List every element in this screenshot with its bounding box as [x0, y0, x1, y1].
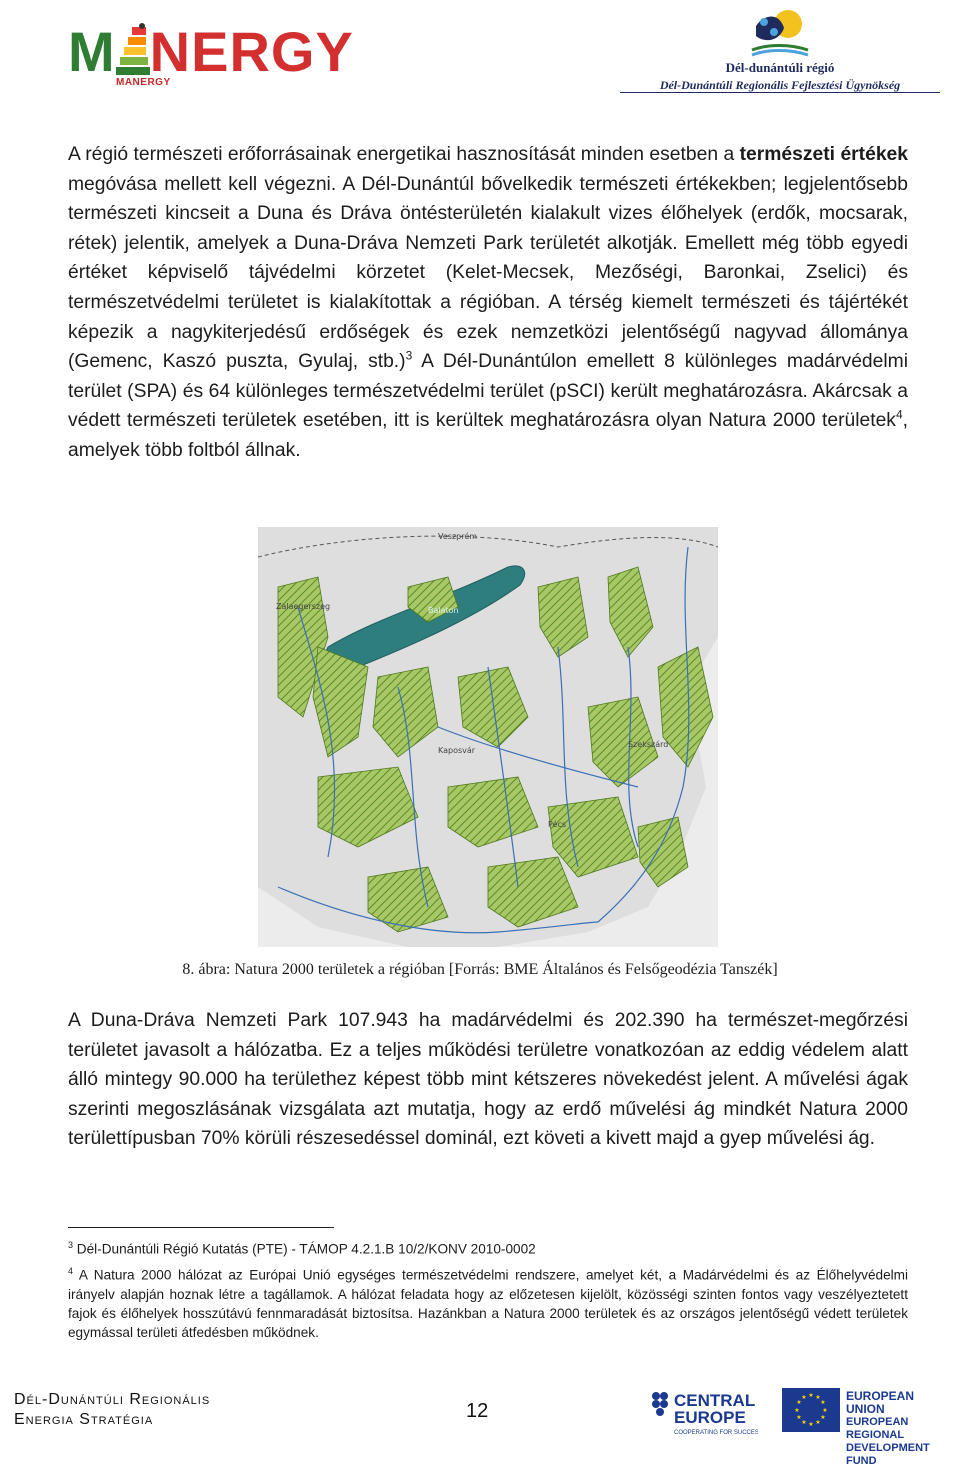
footer-title-line-1: Dél-Dunántúli Regionális [14, 1391, 211, 1408]
map-label-balaton: Balaton [428, 606, 459, 615]
central-europe-logo [648, 1388, 758, 1438]
svg-text:★: ★ [815, 1419, 821, 1426]
svg-text:★: ★ [808, 1421, 814, 1428]
paragraph-emphasis: természeti értékek [739, 144, 908, 165]
footnote-ref-4[interactable]: 4 [895, 407, 903, 422]
body-paragraph-1 [68, 140, 908, 466]
map-label-kaposvar: Kaposvár [438, 746, 476, 755]
ce-logo-line-2: EUROPE [674, 1408, 746, 1427]
eu-flag-icon [782, 1388, 840, 1432]
svg-text:★: ★ [794, 1407, 800, 1414]
eu-line-2: EUROPEAN REGIONAL [846, 1416, 909, 1441]
svg-text:★: ★ [822, 1407, 828, 1414]
eu-logo [782, 1388, 952, 1467]
svg-text:★: ★ [801, 1394, 807, 1401]
footnote-4 [68, 1262, 908, 1342]
footnote-text: Dél-Dunántúli Régió Kutatás (PTE) - TÁMOP 4.2.1.B 10/2/KONV 2010-0002 [76, 1241, 536, 1257]
manergy-logo-wordmark: M NERGY [68, 20, 354, 83]
map-label-zalaegerszeg: Zalaegerszeg [276, 602, 331, 611]
ce-logo-line-1: CENTRAL [674, 1391, 756, 1410]
region-emblem-icon [750, 6, 810, 58]
figure-caption: 8. ábra: Natura 2000 területek a régióban [Forrás: BME Általános és Felsőgeodézia Tanszék] [182, 961, 778, 978]
svg-text:★: ★ [808, 1392, 814, 1399]
energy-ladder-icon [116, 23, 150, 77]
paragraph-text: megóvása mellett kell végezni. A Dél-Dunántúl bővelkedik természeti értékekben; legjelentősebb természeti kincseit a Duna és Dráva öntésterületén kialakult vizes élőhelyek (erdők, mocsarak, rétek) jelentik, amelyek a Duna-Dráva Nemzeti Park területét alkotják. Emellett még több egyedi értéket képviselő tájvédelmi körzetet (Kelet-Mecsek, Mezőségi, Baronkai, Zselici) és természetvédelmi területet is kialakítottak a régióban. A térség kiemelt természeti és tájértékét képezik a nagykiterjedésű erdőségek és ezek nemzetközi jelentőségű nagyvad állománya (Gemenc, Kaszó puszta, Gyulaj, stb.) [68, 173, 908, 373]
svg-text:★: ★ [801, 1419, 807, 1426]
footnote-number: 4 [68, 1266, 74, 1276]
eu-line-1: EUROPEAN UNION [846, 1389, 915, 1416]
ce-logo-tagline: COOPERATING FOR SUCCESS. [674, 1430, 758, 1436]
svg-text:★: ★ [796, 1399, 802, 1406]
svg-text:★: ★ [815, 1394, 821, 1401]
manergy-logo [68, 20, 368, 90]
paragraph-text: A régió természeti erőforrásainak energetikai hasznosítását minden esetben a [68, 144, 740, 165]
manergy-logo-subtitle: MANERGY [116, 77, 171, 88]
map-label-pecs: Pécs [548, 820, 567, 829]
region-agency-name: Dél-Dunántúli Regionális Fejlesztési Ügynökség [659, 78, 901, 92]
svg-text:★: ★ [820, 1399, 826, 1406]
footnote-text: A Natura 2000 hálózat az Európai Unió egységes természetvédelmi rendszere, amelyet két, a Madárvédelmi és az Élőhelyvédelmi irányelv alapján hoznak létre a tagállamok. A hálózat feladata hogy az előzetesen kijelölt, közösségi szinten fontos vagy veszélyeztetett fajok és élőhelyek hosszútávú fennmaradását biztosítsa. Hazánkban a Natura 2000 területek és az országos jelentőségű védett területek egymással területi átfedésben működnek. [68, 1267, 909, 1340]
central-europe-emblem-icon [648, 1388, 758, 1438]
eu-line-3: DEVELOPMENT FUND [846, 1442, 930, 1467]
footnote-divider [68, 1227, 334, 1228]
footer-document-title [14, 1390, 210, 1430]
map-label-veszprem: Veszprém [438, 532, 478, 541]
body-paragraph-2: A Duna-Dráva Nemzeti Park 107.943 ha madárvédelmi és 202.390 ha természet-megőrzési területet javasolt a hálózatba. Ez a teljes működési területre vonatkozóan az eddig védelem alatt álló mintegy 90.000 ha területhez képest több mint kétszeres növekedést jelent. A művelési ágak szerinti megoszlásának vizsgálata azt mutatja, hogy az erdő művelési ág mindkét Natura 2000 területtípusban 70% körüli részesedéssel dominál, ezt követi a kivett majd a gyep művelési ág. [68, 1010, 908, 1150]
footnote-number: 3 [68, 1240, 74, 1250]
footnote-3 [68, 1236, 908, 1259]
eu-logo-text [846, 1390, 952, 1468]
natura-2000-map [258, 527, 718, 947]
page-number: 12 [466, 1400, 489, 1422]
footnote-ref-3[interactable]: 3 [405, 348, 413, 363]
paragraph-text: A Dél-Dunántúlon emellett 8 különleges madárvédelmi terület (SPA) és 64 különleges természetvédelmi terület (pSCI) került meghatározásra. Akárcsak a védett természeti területek esetében, itt is kerültek meghatározásra olyan Natura 2000 területek [68, 351, 908, 432]
svg-text:★: ★ [820, 1414, 826, 1421]
region-name: Dél-dunántúli régió [725, 60, 835, 75]
header-divider [620, 92, 940, 93]
map-label-szekszard: Szekszárd [628, 740, 669, 749]
footer-title-line-2: Energia Stratégia [14, 1411, 154, 1428]
svg-text:★: ★ [796, 1414, 802, 1421]
region-logo [620, 6, 940, 96]
paragraph-text: , amelyek több foltból állnak. [68, 410, 908, 461]
